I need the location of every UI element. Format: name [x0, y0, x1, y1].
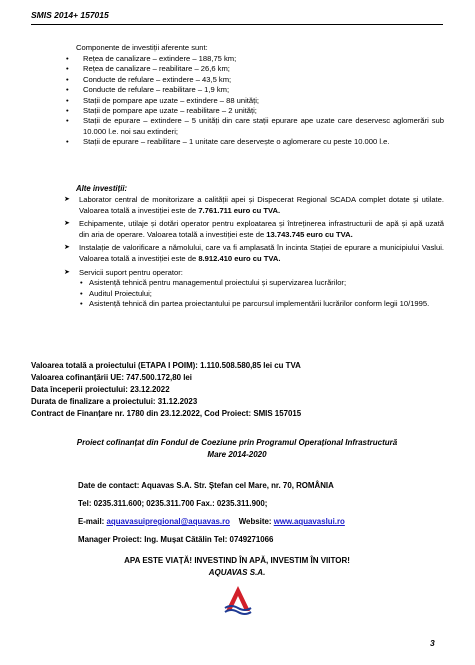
item-text: Echipamente, utilaje și dotări operator pentru exploatarea și întreținerea infrastructurii de apă și apă uzată din aria de operare. Valoarea totală a investiției este de	[79, 219, 444, 239]
aquavas-logo	[221, 583, 255, 617]
arrow-bullet-icon: ➤	[64, 244, 70, 252]
website-link[interactable]: www.aquavaslui.ro	[273, 517, 345, 526]
total-value: Valoarea totală a proiectului (ETAPA I POIM): 1.110.508.580,85 lei cu TVA	[31, 361, 301, 370]
contact-address: Date de contact: Aquavas S.A. Str. Ștefan cel Mare, nr. 70, ROMÂNIA	[78, 481, 334, 490]
contact-phones: Tel: 0235.311.600; 0235.311.700 Fax.: 0235.311.900;	[78, 499, 268, 508]
components-list	[64, 54, 444, 148]
website-label: Website:	[238, 517, 274, 526]
list-item: • Asistență tehnică pentru managementul proiectului și supervizarea lucrărilor;	[79, 278, 444, 289]
item-value: 7.761.711 euro cu TVA.	[198, 205, 281, 215]
list-item	[64, 268, 444, 310]
slogan: APA ESTE VIAȚĂ! INVESTIND ÎN APĂ, INVESTIM ÎN VIITOR!	[124, 556, 350, 565]
funding-statement	[31, 437, 443, 461]
header-divider	[31, 24, 443, 25]
arrow-bullet-icon: ➤	[64, 220, 70, 228]
list-item: • Stații de epurare – extindere – 5 unități din care stații epurare ape uzate care deservesc aglomerări sub 10.000 l.e. noi sau extinderi;	[64, 116, 444, 137]
list-item: • Rețea de canalizare – reabilitare – 26,6 km;	[64, 64, 444, 74]
list-item	[64, 219, 444, 240]
other-investments-list	[64, 195, 444, 313]
start-date: Data începerii proiectului: 23.12.2022	[31, 385, 170, 395]
contact-block	[78, 477, 345, 549]
funding-line: Mare 2014-2020	[207, 450, 267, 459]
project-summary	[31, 360, 301, 420]
list-item: • Conducte de refulare – extindere – 43,5 km;	[64, 75, 444, 85]
list-item: • Rețea de canalizare – extindere – 188,75 km;	[64, 54, 444, 64]
contact-online	[78, 513, 345, 531]
email-label: E-mail:	[78, 517, 107, 526]
page-header: SMIS 2014+ 157015	[31, 10, 109, 20]
list-item: • Stații de pompare ape uzate – reabilitare – 2 unități;	[64, 106, 444, 116]
page-number: 3	[430, 638, 435, 648]
contract-info: Contract de Finanțare nr. 1780 din 23.12.2022, Cod Proiect: SMIS 157015	[31, 409, 302, 419]
item-text: Servicii suport pentru operator:	[79, 267, 183, 277]
item-text: Instalație de valorificare a nămolului, care va fi amplasată în incinta Stației de epurare a municipiului Vaslui. Valoarea totală a investiției este de	[79, 243, 444, 263]
item-value: 8.912.410 euro cu TVA.	[198, 253, 281, 263]
list-item: • Auditul Proiectului;	[79, 289, 444, 300]
other-investments-title: Alte investiții:	[76, 184, 128, 193]
list-item	[64, 243, 444, 264]
duration: Durata de finalizare a proiectului: 31.12.2023	[31, 397, 198, 407]
item-text: Laborator central de monitorizare a calității apei și Dispecerat Regional SCADA complet dotate și utilate. Valoarea totală a investiției este de	[79, 195, 444, 215]
list-item: • Stații de epurare – reabilitare – 1 unitate care deservește o aglomerare cu peste 10.000 l.e.	[64, 137, 444, 147]
funding-line: Proiect cofinanțat din Fondul de Coeziune prin Programul Operațional Infrastructură	[76, 438, 398, 447]
item-value: 13.743.745 euro cu TVA.	[266, 229, 353, 239]
eu-cofinancing: Valoarea cofinanțării UE: 747.500.172,80 lei	[31, 373, 192, 383]
arrow-bullet-icon: ➤	[64, 268, 70, 276]
email-link[interactable]: aquavasuipregional@aquavas.ro	[106, 517, 230, 526]
services-list	[79, 278, 444, 310]
arrow-bullet-icon: ➤	[64, 196, 70, 203]
company-name: AQUAVAS S.A.	[208, 568, 266, 577]
list-item: • Asistență tehnică din partea proiectantului pe parcursul implementării lucrărilor conform legii 10/1995.	[79, 299, 444, 310]
project-manager: Manager Proiect: Ing. Mușat Cătălin Tel: 0749271066	[78, 535, 274, 544]
components-intro: Componente de investiții aferente sunt:	[76, 43, 208, 52]
list-item	[64, 195, 444, 216]
list-item: • Stații de pompare ape uzate – extindere – 88 unități;	[64, 96, 444, 106]
list-item: • Conducte de refulare – reabilitare – 1,9 km;	[64, 85, 444, 95]
